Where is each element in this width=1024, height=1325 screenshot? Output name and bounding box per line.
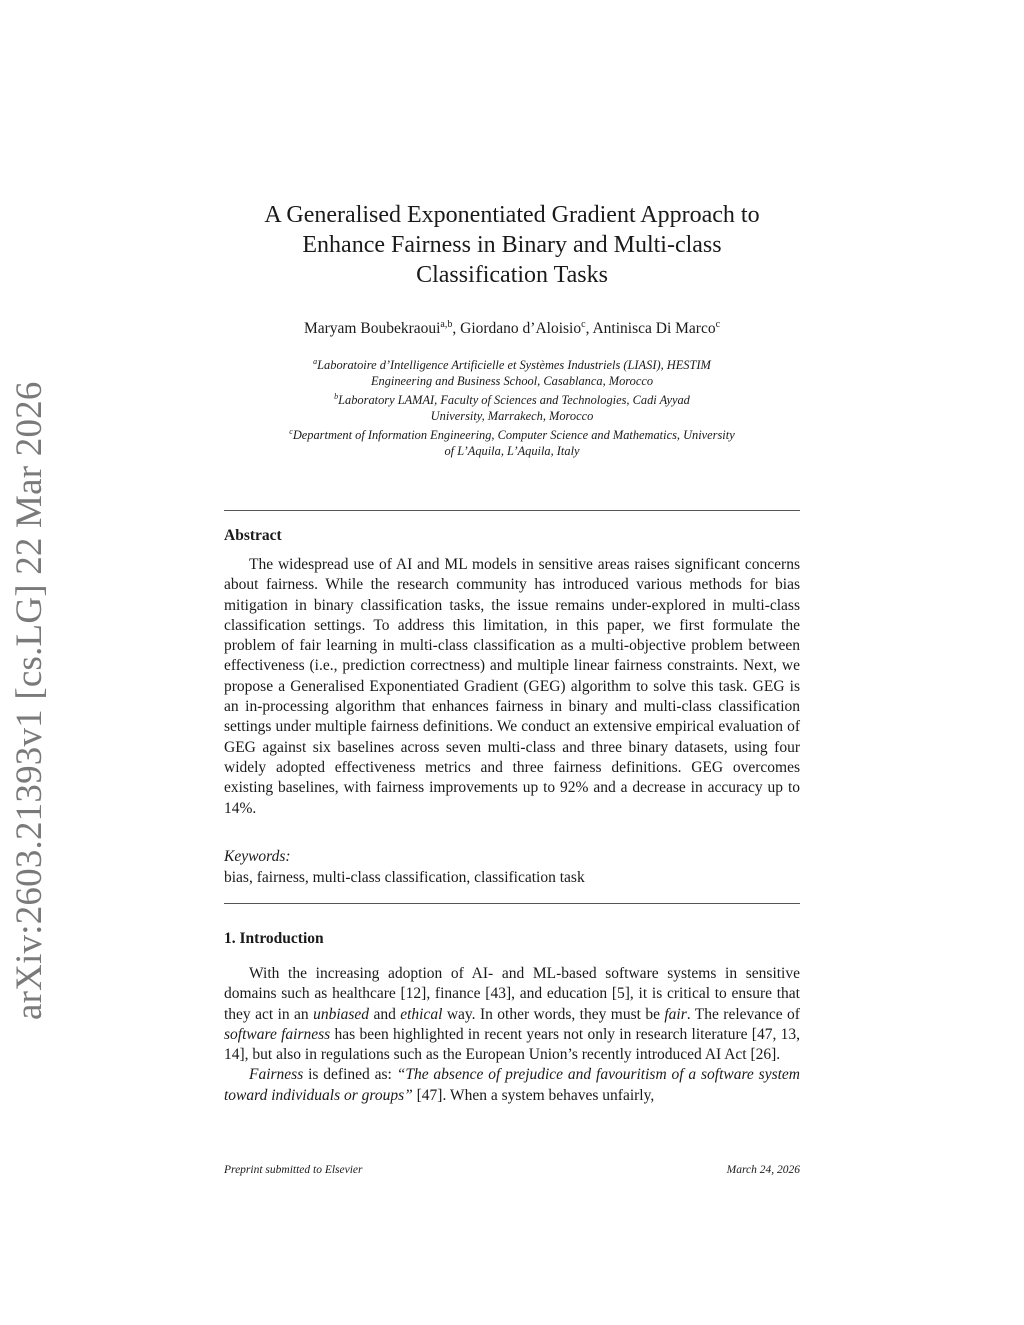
section-heading-introduction: 1. Introduction [224, 930, 324, 947]
affiliations [224, 354, 800, 459]
author-name: Giordano d’Aloisio [460, 320, 582, 338]
affiliation-a: $^a$Laboratoire d’Intelligence Artificielle et Systèmes Industriels (LIASI), HESTIM [313, 357, 711, 373]
arxiv-sidebar-stamp: arXiv:2603.21393v1 [cs.LG] 22 Mar 2026 [9, 381, 50, 1020]
title-line: Enhance Fairness in Binary and Multi-class [302, 232, 722, 258]
author-list: Maryam Boubekraoui$^{a,b}$, Giordano d’Aloisio$^c$, Antinisca Di Marco$^c$ [303, 319, 721, 338]
affiliation-b-cont: University, Marrakech, Morocco [430, 409, 594, 424]
title-line: A Generalised Exponentiated Gradient Approach to [264, 202, 760, 228]
author-affil-sup: c [715, 319, 721, 330]
abstract-text: The widespread use of AI and ML models in sensitive areas raises significant concerns about fairness. While the research community has introduced various methods for bias mitigation in binary classification tasks, the issue remains under-explored in multi-class classification settings. To address this limitation, in this paper, we first formulate the problem of fair learning in multi-class classification as a multi-objective problem between effectiveness (i.e., prediction correctness) and multiple linear fairness constraints. Next, we propose a Generalised Exponentiated Gradient (GEG) algorithm to solve this task. GEG is an in-processing algorithm that enhances fairness in binary and multi-class classification settings under multiple fairness definitions. We conduct an extensive empirical evaluation of GEG against six baselines across seven multi-class and three binary datasets, using four widely adopted effectiveness metrics and three fairness definitions. GEG overcomes existing baselines, with fairness improvements up to 92% and a decrease in accuracy up to 14%. [224, 556, 800, 817]
affiliation-a-cont: Engineering and Business School, Casablanca, Morocco [370, 374, 654, 389]
author-name: Maryam Boubekraoui [303, 320, 441, 338]
affiliation-c: $^c$Department of Information Engineering, Computer Science and Mathematics, University [289, 427, 735, 443]
introduction-body [224, 964, 800, 1106]
affiliation-c-cont: of L’Aquila, L’Aquila, Italy [444, 444, 580, 459]
bottom-divider [224, 903, 800, 904]
footer-preprint-note: Preprint submitted to Elsevier [224, 1164, 363, 1176]
author-affil-sup: c [581, 319, 586, 330]
keywords-text: bias, fairness, multi-class classification, classification task [224, 869, 585, 886]
author-affil-sup: a,b [440, 319, 453, 330]
title-line: Classification Tasks [416, 262, 608, 288]
abstract-heading: Abstract [224, 527, 282, 544]
keywords-heading: Keywords: [224, 848, 291, 865]
footer-date: March 24, 2026 [726, 1164, 800, 1176]
intro-paragraph-2: Fairness is defined as: “The absence of prejudice and favouritism of a software system toward individuals or groups” [47]. When a system behaves unfairly, [224, 1066, 800, 1104]
affiliation-b: $^b$Laboratory LAMAI, Faculty of Sciences and Technologies, Cadi Ayyad [334, 392, 690, 408]
top-divider [224, 510, 800, 511]
intro-paragraph-1: With the increasing adoption of AI- and ML-based software systems in sensitive domains such as healthcare [12], finance [43], and education [5], it is critical to ensure that they act in an unbiased and ethical way. In other words, they must be fair. The relevance of software fairness has been highlighted in recent years not only in research literature [47, 13, 14], but also in regulations such as the European Union’s recently introduced AI Act [26]. [224, 965, 800, 1064]
author-name: Antinisca Di Marco [592, 320, 716, 338]
paper-title [224, 200, 800, 290]
